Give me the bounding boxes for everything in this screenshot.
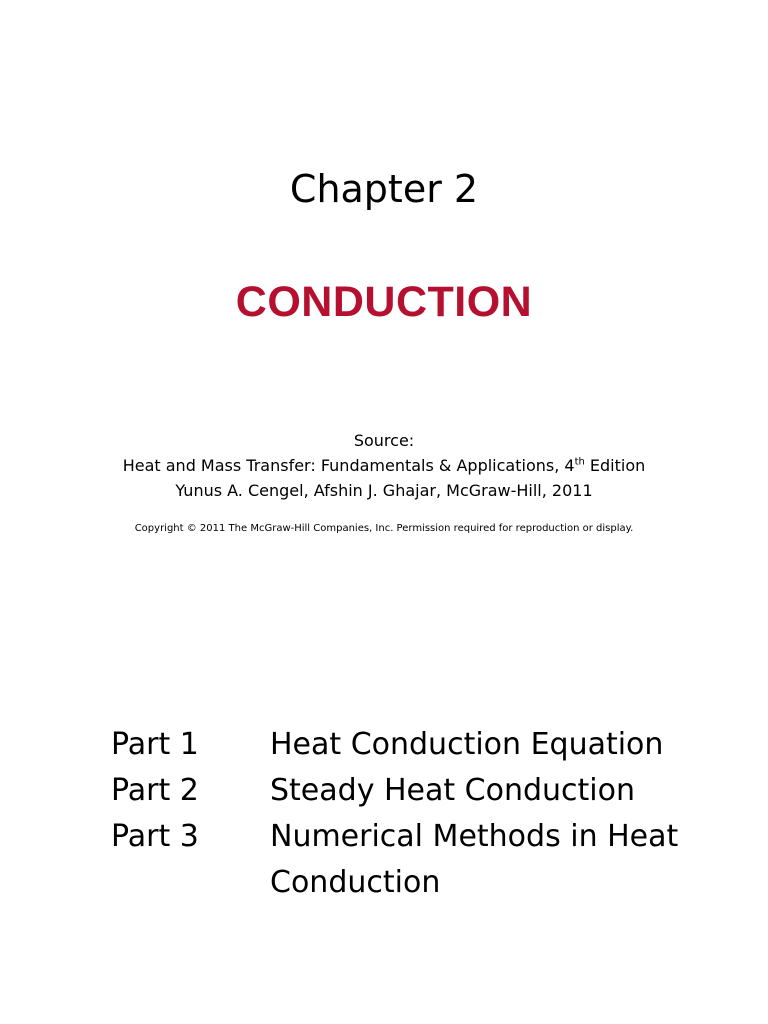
part-label: Part 2	[111, 773, 199, 808]
parts-list	[111, 722, 741, 906]
part-row-1	[111, 722, 741, 768]
page-title: CONDUCTION	[235, 278, 533, 326]
source-book-edition: Edition	[584, 456, 646, 475]
part-title: Steady Heat Conduction	[270, 773, 636, 808]
source-book	[0, 453, 768, 478]
part-label: Part 3	[111, 819, 199, 854]
chapter-heading: Chapter 2	[289, 167, 479, 211]
part-title: Numerical Methods in Heat Conduction	[270, 819, 679, 900]
source-citation	[0, 428, 768, 503]
source-book-superscript: th	[574, 456, 585, 468]
part-row-2	[111, 768, 741, 814]
part-row-3	[111, 814, 741, 906]
part-label: Part 1	[111, 727, 199, 762]
copyright-notice: Copyright © 2011 The McGraw-Hill Companies, Inc. Permission required for reproduction or display.	[134, 523, 634, 534]
source-book-title: Heat and Mass Transfer: Fundamentals & Applications, 4	[122, 456, 575, 475]
source-authors: Yunus A. Cengel, Afshin J. Ghajar, McGraw-Hill, 2011	[175, 481, 593, 500]
source-label: Source:	[353, 431, 415, 450]
part-title: Heat Conduction Equation	[270, 727, 664, 762]
